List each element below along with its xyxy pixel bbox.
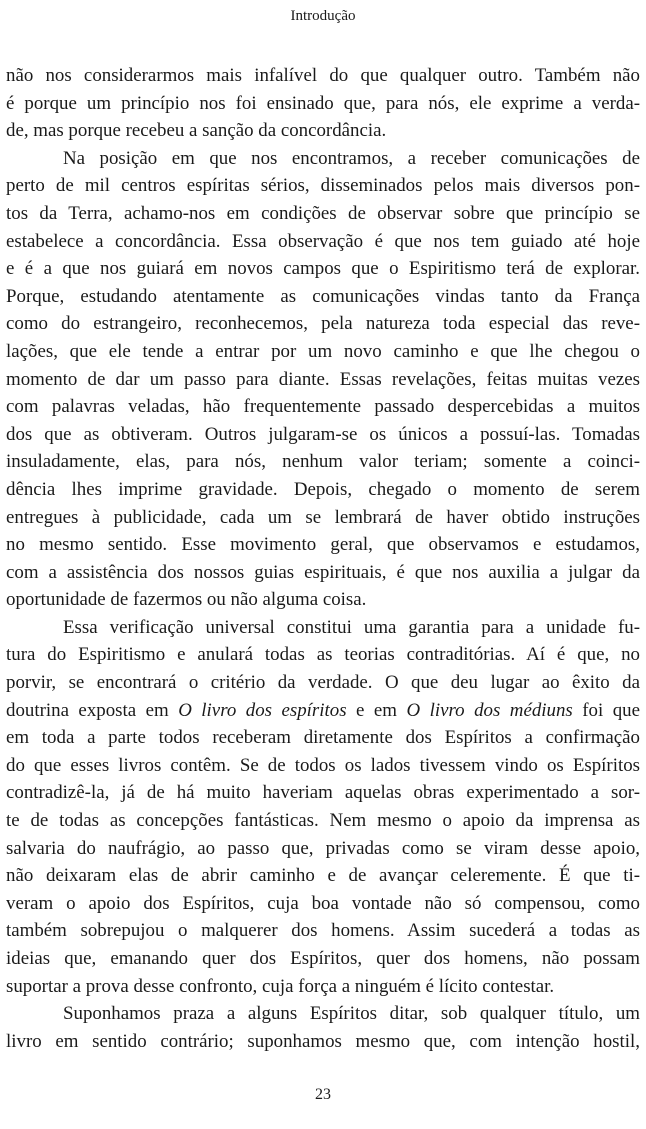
text-line: momento de dar um passo para diante. Essas revelações, feitas muitas vezes	[6, 368, 640, 390]
text-line: Porque, estudando atentamente as comunicações vindas tanto da França	[6, 285, 640, 307]
text-line: tura do Espiritismo e anulará todas as teorias contraditórias. Aí é que, no	[6, 644, 640, 666]
text-line: não nos considerarmos mais infalível do que qualquer outro. Também não	[6, 65, 640, 86]
text-line: não deixaram elas de abrir caminho e de avançar celeremente. É que ti-	[6, 865, 640, 887]
text-line: lações, que ele tende a entrar por um novo caminho e que lhe chegou o	[6, 340, 640, 362]
text-line: veram o apoio dos Espíritos, cuja boa vontade não só compensou, como	[6, 892, 640, 914]
text-line: no mesmo sentido. Esse movimento geral, que observamos e estudamos,	[6, 534, 640, 556]
text-line: suportar a prova desse confronto, cuja força a ninguém é lícito contestar.	[6, 975, 555, 997]
text-line: entregues à publicidade, cada um se lembrará de haver obtido instruções	[6, 506, 640, 528]
text-line: de, mas porque recebeu a sanção da concordância.	[6, 120, 387, 142]
text-line: Na posição em que nos encontramos, a receber comunicações de	[63, 147, 640, 169]
text-line	[6, 697, 640, 725]
text-line: porvir, se encontrará o critério da verdade. O que deu lugar ao êxito da	[6, 672, 640, 694]
text-line: com palavras veladas, hão frequentemente passado despercebidas a muitos	[6, 396, 640, 418]
text-line: contradizê-la, já de há muito haveriam aquelas obras experimentado a sor-	[6, 782, 640, 804]
text-line: em toda a parte todos receberam diretamente dos Espíritos a confirmação	[6, 727, 640, 749]
text-line: livro em sentido contrário; suponhamos mesmo que, com intenção hostil,	[6, 1030, 640, 1052]
text-line: te de todas as concepções fantásticas. Nem mesmo o apoio da imprensa as	[6, 810, 640, 832]
text-line: tos da Terra, achamo-nos em condições de observar sobre que princípio se	[6, 202, 640, 224]
text-line: com a assistência dos nossos guias espirituais, é que nos auxilia a julgar da	[6, 561, 640, 583]
text-line: ideias que, emanando quer dos Espíritos, quer dos homens, não possam	[6, 948, 640, 969]
text-segment: e em	[346, 699, 407, 721]
text-line: Suponhamos praza a alguns Espíritos ditar, sob qualquer título, um	[63, 1003, 640, 1025]
text-segment: doutrina exposta em	[6, 699, 179, 721]
text-line: salvaria do naufrágio, ao passo que, privadas como se viram desse apoio,	[6, 837, 640, 859]
text-line: insuladamente, elas, para nós, nenhum valor teriam; somente a coinci-	[6, 451, 640, 473]
book-title: O livro dos espíritos	[178, 699, 347, 721]
text-line: e é a que nos guiará em novos campos que o Espiritismo terá de explorar.	[6, 258, 640, 280]
running-head: Introdução	[290, 8, 356, 24]
text-segment: foi que	[572, 699, 641, 721]
text-line: Essa verificação universal constitui uma garantia para a unidade fu-	[63, 616, 640, 638]
body-text	[6, 62, 640, 1055]
book-title: O livro dos médiuns	[406, 699, 573, 721]
text-line: oportunidade de fazermos ou não alguma coisa.	[6, 589, 367, 611]
text-line: dência lhes imprime gravidade. Depois, chegado o momento de serem	[6, 478, 640, 500]
text-line: do que esses livros contêm. Se de todos os lados tivessem vindo os Espíritos	[6, 754, 640, 776]
text-line: estabelece a concordância. Essa observação é que nos tem guiado até hoje	[6, 230, 640, 252]
text-line: perto de mil centros espíritas sérios, disseminados pelos mais diversos pon-	[6, 175, 640, 197]
text-line: dos que as obtiveram. Outros julgaram-se os únicos a possuí-las. Tomadas	[6, 423, 640, 445]
text-line: como do estrangeiro, reconhecemos, pela natureza toda especial das reve-	[6, 313, 640, 335]
page-number: 23	[315, 1086, 331, 1103]
text-line: é porque um princípio nos foi ensinado que, para nós, ele exprime a verda-	[6, 92, 640, 114]
text-line: também sobrepujou o malquerer dos homens. Assim sucederá a todas as	[6, 920, 640, 942]
